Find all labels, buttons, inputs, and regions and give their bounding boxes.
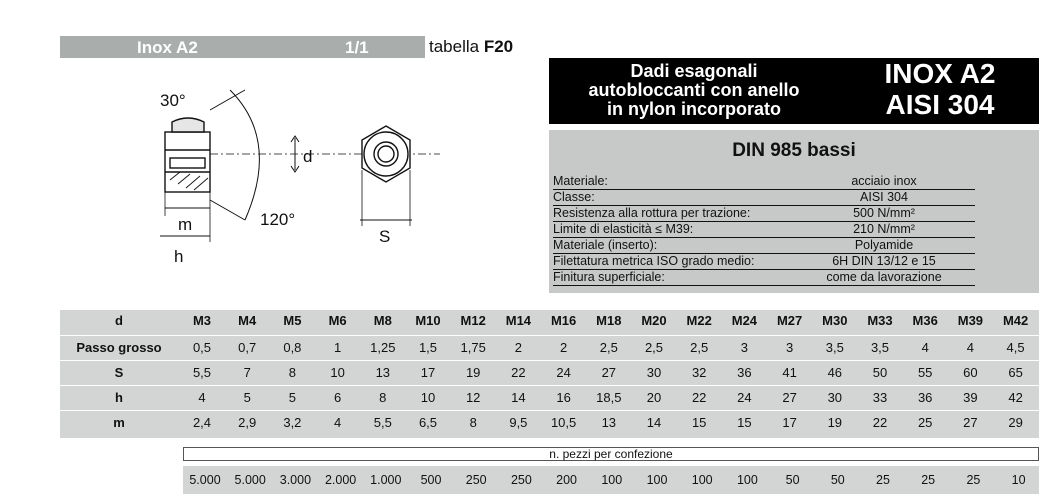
table-cell: 46 (827, 365, 843, 380)
table-cell: 1,75 (460, 340, 486, 355)
packaging-cell: 50 (785, 473, 800, 487)
packaging-cell: 100 (691, 473, 713, 487)
packaging-cell: 25 (876, 473, 890, 487)
column-header: M14 (505, 313, 532, 328)
packaging-cell: 10 (1011, 473, 1026, 487)
row-separator (60, 410, 1039, 411)
packaging-row (183, 466, 1039, 494)
packaging-cell: 3.000 (279, 473, 312, 487)
dimensions-table (60, 310, 1039, 438)
table-cell: 41 (782, 365, 797, 380)
table-row (60, 362, 1039, 384)
table-cell: 16 (556, 390, 571, 405)
packaging-cell: 5.000 (234, 473, 266, 487)
table-cell: 22 (872, 415, 888, 430)
table-cell: 3,5 (870, 340, 890, 355)
table-cell: 24 (737, 390, 752, 405)
table-cell: 1 (333, 340, 342, 355)
column-header: M24 (731, 313, 758, 328)
table-cell: 14 (511, 390, 526, 405)
spec-label: Resistenza alla rottura per trazione: (553, 206, 751, 220)
column-header: M3 (192, 313, 212, 328)
packaging-cell: 1.000 (370, 473, 402, 487)
spec-value: 500 N/mm² (853, 206, 915, 220)
packaging-cell: 25 (921, 473, 936, 487)
column-header: M10 (415, 313, 441, 328)
table-cell: 2,5 (690, 340, 709, 355)
table-cell: 27 (963, 415, 978, 430)
table-header-row (60, 310, 1039, 332)
packaging-cell: 100 (736, 473, 758, 487)
table-cell: 30 (646, 365, 662, 380)
description-line: in nylon incorporato (607, 99, 781, 119)
table-cell: 10,5 (550, 415, 577, 430)
row-separator (60, 360, 1039, 361)
table-cell: 10 (330, 365, 345, 380)
product-grade (841, 58, 1039, 120)
angle-bottom-label: 120° (260, 210, 296, 229)
angle-top-label: 30° (160, 91, 186, 110)
table-cell: 4 (966, 340, 974, 355)
spec-row (553, 190, 975, 206)
table-cell: 15 (737, 415, 752, 430)
table-cell: 12 (465, 390, 481, 405)
table-cell: 13 (375, 365, 391, 380)
table-cell: 18,5 (596, 390, 622, 405)
table-cell: 60 (963, 365, 978, 380)
standard-title: DIN 985 bassi (732, 140, 856, 161)
table-cell: 2,4 (192, 415, 212, 430)
spec-label: Finitura superficiale: (553, 270, 665, 284)
table-cell: 50 (872, 365, 888, 380)
table-cell: 42 (1008, 390, 1023, 405)
table-cell: 65 (1008, 365, 1023, 380)
packaging-cell: 2.000 (324, 473, 357, 487)
column-header: M6 (328, 313, 347, 328)
table-cell: 9,5 (509, 415, 528, 430)
packaging-cell: 250 (510, 473, 532, 487)
table-cell: 7 (243, 365, 251, 380)
description-line: autobloccanti con anello (588, 80, 800, 100)
spec-row (553, 206, 975, 222)
nylon-insert (172, 118, 204, 132)
packaging-cell: 500 (420, 473, 442, 487)
spec-label: Limite di elasticità ≤ M39: (553, 222, 694, 236)
table-cell: 4 (198, 390, 206, 405)
table-cell: 20 (646, 390, 662, 405)
spec-row (553, 270, 975, 286)
table-cell: 4 (921, 340, 929, 355)
packaging-cell: 25 (966, 473, 981, 487)
table-cell: 1,5 (418, 340, 438, 355)
h-label: h (174, 247, 184, 266)
table-cell: 2 (514, 340, 522, 355)
table-cell: 19 (827, 415, 843, 430)
spec-value: 210 N/mm² (853, 222, 915, 236)
table-cell: 0,5 (192, 340, 212, 355)
table-cell: 24 (556, 365, 571, 380)
angle-arc (230, 90, 259, 220)
grade-line: AISI 304 (885, 89, 995, 120)
table-cell: 39 (963, 390, 978, 405)
column-header: M22 (686, 313, 712, 328)
column-header: M16 (550, 313, 577, 328)
column-header: M30 (822, 313, 848, 328)
table-prefix: tabella (429, 37, 484, 56)
spec-value: acciaio inox (851, 174, 917, 188)
table-cell: 0,7 (238, 340, 257, 355)
table-cell: 30 (827, 390, 843, 405)
column-header: M20 (641, 313, 667, 328)
table-cell: 22 (511, 365, 526, 380)
row-separator (60, 385, 1039, 386)
row-label: h (115, 390, 123, 405)
angle-line (210, 200, 245, 220)
spec-label: Materiale: (553, 174, 608, 188)
table-cell: 2,5 (599, 340, 618, 355)
page-indicator: 1/1 (345, 38, 369, 57)
spec-value: come da lavorazione (826, 270, 942, 284)
table-cell: 27 (601, 365, 617, 380)
column-header: M8 (373, 313, 392, 328)
table-cell: 5 (243, 390, 251, 405)
spec-row (553, 222, 975, 238)
table-cell: 8 (379, 390, 387, 405)
column-header: M33 (867, 313, 893, 328)
table-cell: 27 (782, 390, 797, 405)
table-cell: 2 (559, 340, 568, 355)
column-header: M42 (1002, 313, 1029, 328)
column-header: M18 (596, 313, 622, 328)
spec-block (549, 130, 1039, 293)
table-cell: 15 (691, 415, 707, 430)
packaging-cell: 100 (601, 473, 623, 487)
table-cell: 33 (872, 390, 888, 405)
material-label: Inox A2 (137, 38, 198, 57)
table-row (60, 337, 1039, 359)
packaging-label: n. pezzi per confezione (183, 447, 1039, 461)
table-cell: 2,5 (644, 340, 664, 355)
column-header: M4 (238, 313, 257, 328)
table-cell: 14 (646, 415, 662, 430)
table-cell: 55 (917, 365, 933, 380)
table-cell: 5 (288, 390, 296, 405)
table-code: F20 (483, 37, 514, 56)
d-label: d (303, 147, 313, 166)
spec-label: Materiale (inserto): (553, 238, 658, 252)
table-cell: 6,5 (418, 415, 438, 430)
product-title-block (549, 58, 1039, 124)
table-cell: 36 (917, 390, 933, 405)
angle-line (210, 90, 245, 110)
table-cell: 10 (420, 390, 436, 405)
table-cell: 13 (601, 415, 617, 430)
table-cell: 4,5 (1006, 340, 1025, 355)
column-header: M39 (957, 313, 984, 328)
packaging-cell: 5.000 (189, 473, 221, 487)
spec-row (553, 174, 975, 190)
spec-value: Polyamide (854, 238, 914, 252)
row-label: S (114, 365, 124, 380)
table-cell: 8 (469, 415, 477, 430)
header-bar (60, 36, 549, 58)
table-cell: 3,2 (283, 415, 302, 430)
product-description (549, 62, 839, 119)
column-header: M27 (776, 313, 803, 328)
spec-label: Classe: (553, 190, 595, 204)
row-separator (60, 335, 1039, 336)
packaging-cell: 50 (830, 473, 845, 487)
table-cell: 29 (1008, 415, 1023, 430)
table-cell: 8 (288, 365, 296, 380)
m-label: m (178, 215, 193, 234)
table-cell: 3 (785, 340, 794, 355)
spec-row (553, 238, 975, 254)
table-cell: 5,5 (373, 415, 392, 430)
nut-hex-outline (362, 126, 410, 182)
packaging-cell: 200 (556, 473, 578, 487)
table-cell: 25 (917, 415, 933, 430)
table-cell: 36 (737, 365, 752, 380)
spec-label: Filettatura metrica ISO grado medio: (553, 254, 755, 268)
row-label: m (113, 415, 125, 430)
table-row (60, 412, 1039, 434)
table-cell: 32 (691, 365, 707, 380)
thread-section (170, 158, 205, 168)
table-cell: 0,8 (283, 340, 302, 355)
table-cell: 19 (465, 365, 481, 380)
table-cell: 1,25 (370, 340, 396, 355)
description-line: Dadi esagonali (630, 61, 758, 81)
table-cell: 17 (782, 415, 797, 430)
packaging-cell: 250 (465, 473, 487, 487)
column-header: M36 (912, 313, 938, 328)
column-header: M5 (283, 313, 302, 328)
table-cell: 4 (333, 415, 342, 430)
row-label: Passo grosso (76, 340, 162, 355)
table-cell: 17 (420, 365, 436, 380)
s-label: S (379, 227, 391, 246)
table-cell: 2,9 (238, 415, 257, 430)
table-cell: 5,5 (192, 365, 212, 380)
spec-value: AISI 304 (860, 190, 908, 204)
spec-value: 6H DIN 13/12 e 15 (832, 254, 936, 268)
table-cell: 3 (740, 340, 748, 355)
table-cell: 22 (691, 390, 707, 405)
packaging-cell: 100 (646, 473, 668, 487)
table-code-box (425, 36, 549, 58)
table-cell: 6 (333, 390, 342, 405)
table-row (60, 387, 1039, 409)
header-cell: d (115, 313, 123, 328)
spec-row (553, 254, 975, 270)
table-cell: 3,5 (825, 340, 844, 355)
grade-line: INOX A2 (884, 58, 996, 89)
nut-technical-drawing (150, 80, 440, 280)
column-header: M12 (460, 313, 486, 328)
